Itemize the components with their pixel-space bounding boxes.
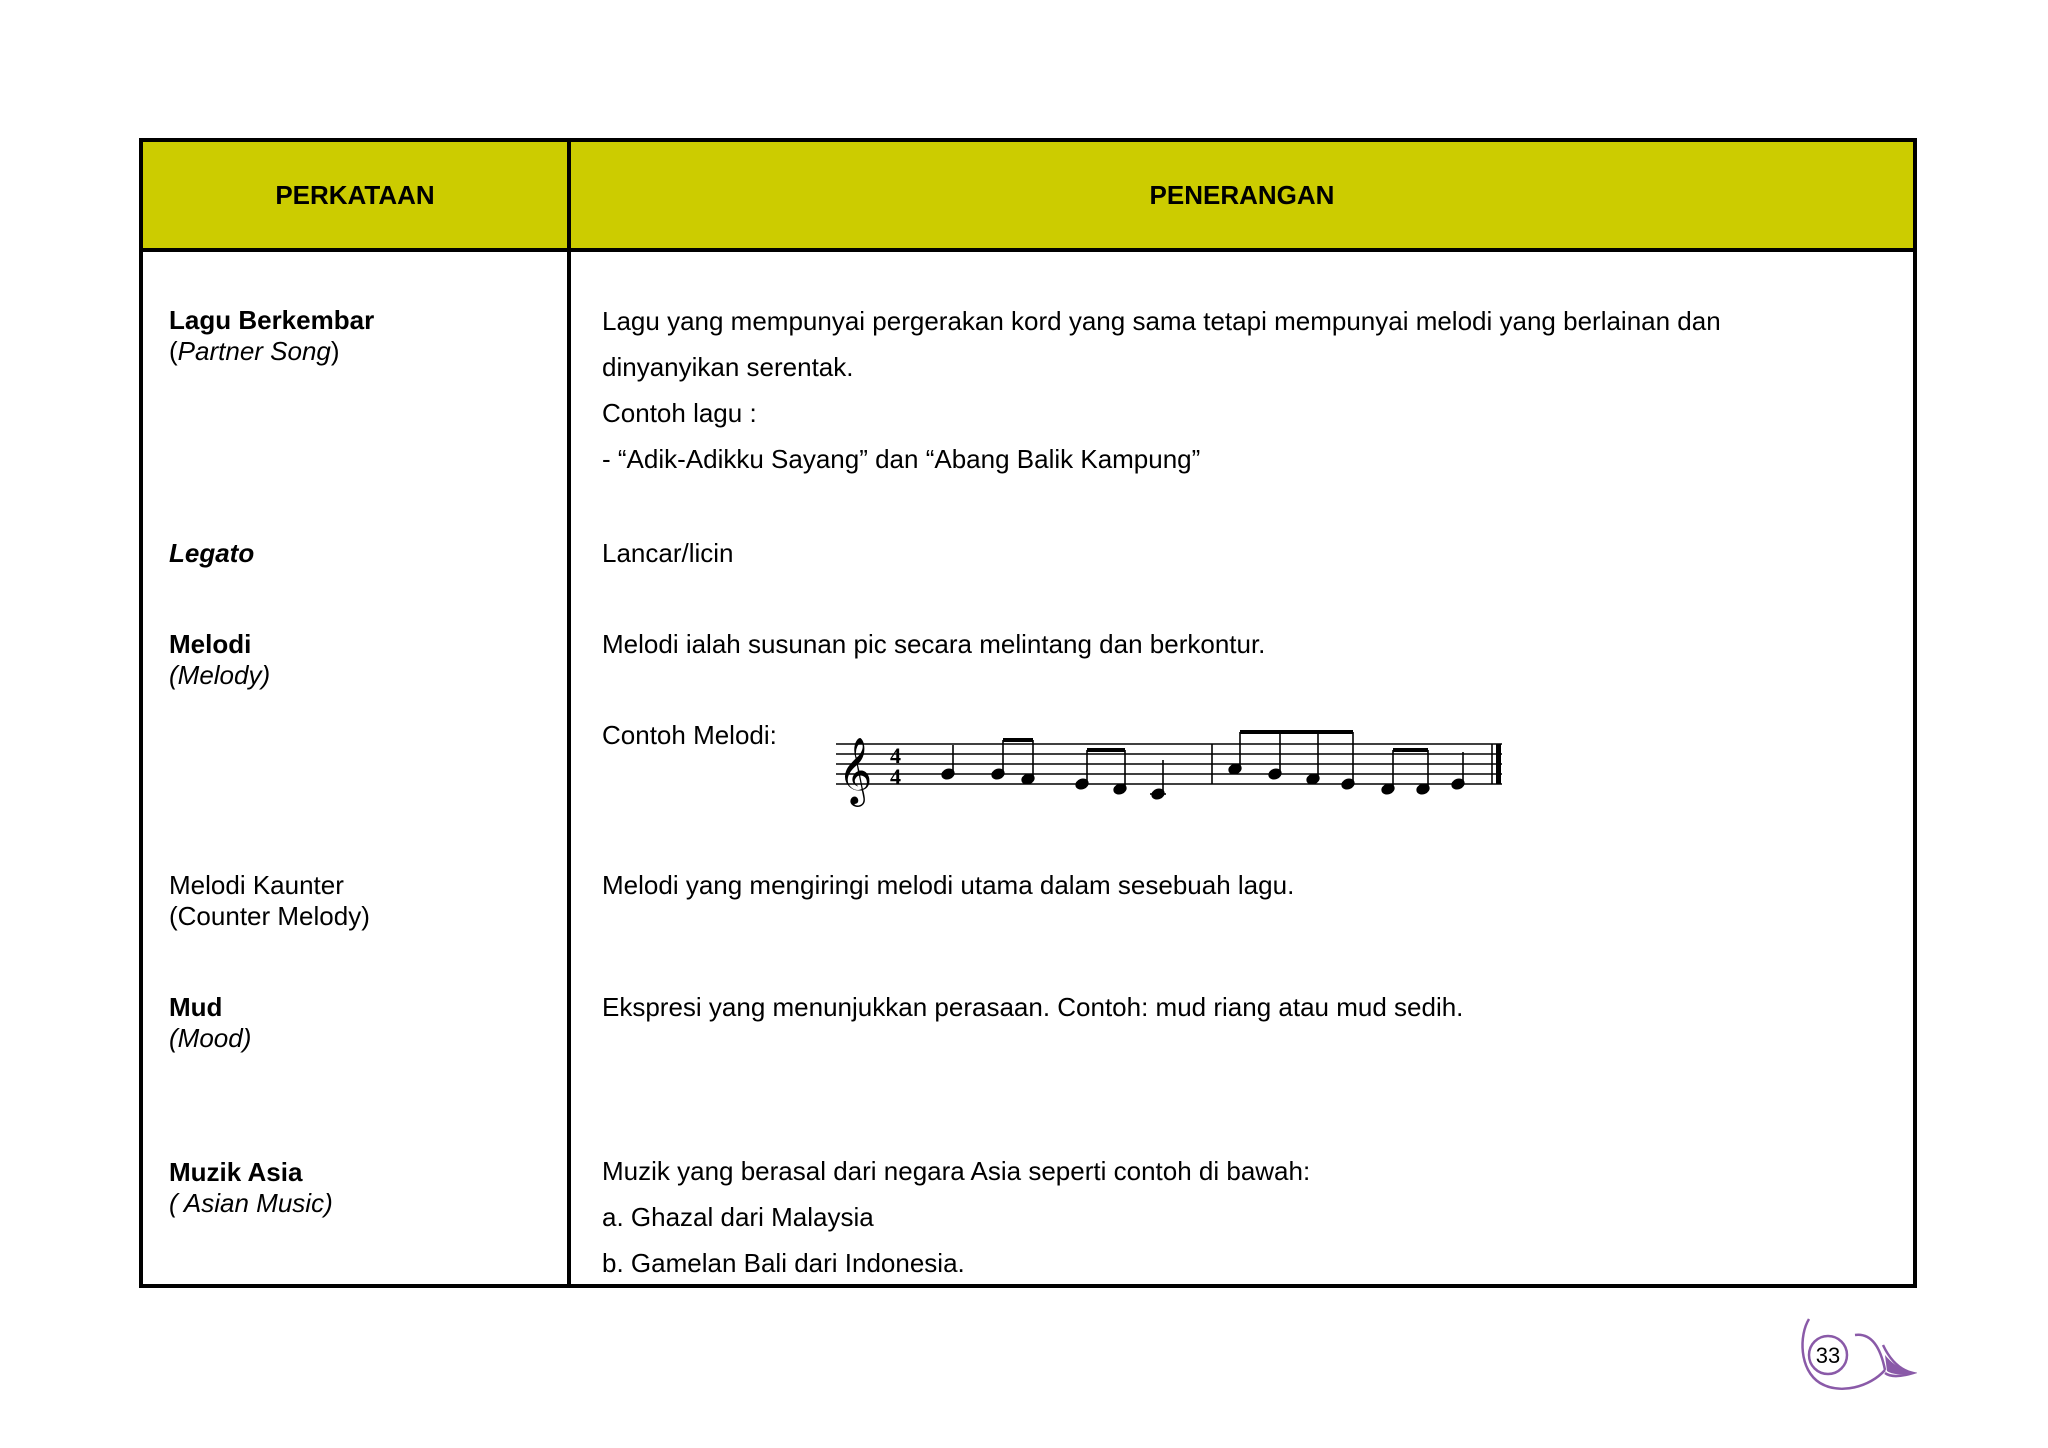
desc-line: b. Gamelan Bali dari Indonesia. [602, 1248, 965, 1278]
page-number-badge [1795, 1315, 1917, 1393]
desc-melodi-kaunter: Melodi yang mengiringi melodi utama dalam sesebuah lagu. [602, 870, 1295, 900]
term-en-mood: (Mood) [169, 1023, 252, 1053]
desc-line: Contoh lagu : [602, 398, 757, 428]
column-divider [567, 142, 571, 1284]
time-sig-bottom: 4 [890, 764, 901, 789]
term-muzik-asia: Muzik Asia [169, 1157, 303, 1187]
desc-muzik-asia [602, 1148, 1310, 1286]
desc-line: Lagu yang mempunyai pergerakan kord yang sama tetapi mempunyai melodi yang berlainan dan [602, 306, 1721, 336]
term-melodi-kaunter: Melodi Kaunter [169, 870, 344, 900]
treble-clef-icon: 𝄞 [838, 736, 873, 804]
example-melodi-label: Contoh Melodi: [602, 720, 777, 750]
term-en-asian-music: ( Asian Music) [169, 1188, 333, 1218]
term-en-melody: (Melody) [169, 660, 271, 690]
desc-line: - “Adik-Adikku Sayang” dan “Abang Balik Kampung” [602, 444, 1201, 474]
header-penerangan: PENERANGAN [1149, 179, 1335, 210]
header-perkataan: PERKATAAN [275, 179, 435, 210]
desc-line: a. Ghazal dari Malaysia [602, 1202, 874, 1232]
desc-lagu-berkembar [602, 298, 1721, 482]
time-sig-top: 4 [890, 743, 901, 768]
term-en-counter-melody: (Counter Melody) [169, 901, 370, 931]
term-lagu-berkembar: Lagu Berkembar [169, 305, 375, 335]
term-en-partner-song: (Partner Song) [169, 336, 340, 366]
notes [941, 730, 1465, 800]
desc-legato: Lancar/licin [602, 538, 734, 568]
term-melodi: Melodi [169, 629, 252, 659]
term-mud: Mud [169, 992, 223, 1022]
desc-line: Muzik yang berasal dari negara Asia seperti contoh di bawah: [602, 1156, 1311, 1186]
melody-staff [830, 720, 1510, 810]
page-number: 33 [1815, 1343, 1841, 1368]
desc-melodi: Melodi ialah susunan pic secara melintang dan berkontur. [602, 629, 1266, 659]
term-legato: Legato [169, 538, 255, 568]
desc-line: dinyanyikan serentak. [602, 352, 854, 382]
desc-mud: Ekspresi yang menunjukkan perasaan. Contoh: mud riang atau mud sedih. [602, 992, 1464, 1022]
